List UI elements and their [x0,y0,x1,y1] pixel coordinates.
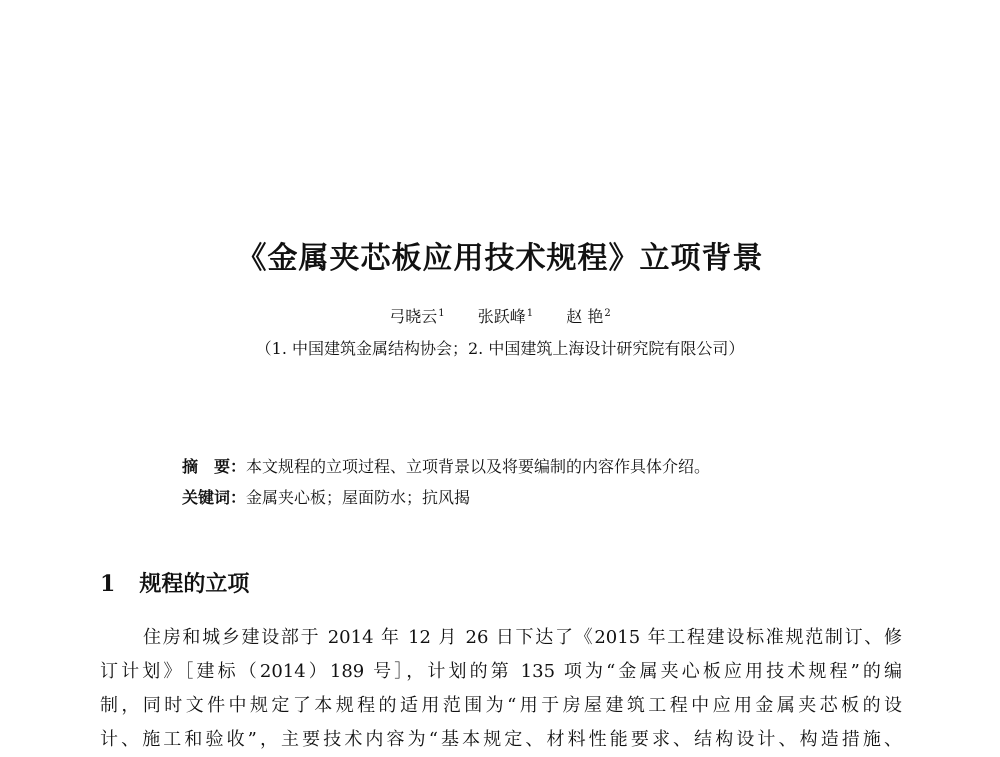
body-text-line: 计、施工和验收”，主要技术内容为“基本规定、材料性能要求、结构设计、构造措施、 [100,729,902,750]
author-1 [389,307,444,326]
section-heading [100,567,249,598]
section-title: 规程的立项 [139,572,250,597]
abstract-label: 摘 要： [182,457,247,476]
author-name: 张跃峰 [477,307,526,326]
abstract-text: 本文规程的立项过程、立项背景以及将要编制的内容作具体介绍。 [246,457,711,476]
author-affiliation-mark: 2 [604,307,611,319]
keywords [182,485,470,508]
author-name: 赵 艳 [566,307,604,326]
author-affiliation-mark: 1 [438,307,445,319]
body-text-line: 订计划》［建标（2014）189 号］，计划的第 135 项为“金属夹心板应用技术规程”的编 [100,661,902,682]
body-text-line: 住房和城乡建设部于 2014 年 12 月 26 日下达了《2015 年工程建设标准规范制订、修 [143,627,902,648]
affiliation-line: （1. 中国建筑金属结构协会；2. 中国建筑上海设计研究院有限公司） [255,339,745,358]
abstract [182,454,710,477]
author-list [0,304,1000,327]
author-2 [478,307,533,326]
paper-title: 《金属夹芯板应用技术规程》立项背景 [236,241,764,276]
author-3 [566,307,610,326]
keywords-label: 关键词： [182,488,247,507]
author-affiliation-mark: 1 [526,307,534,319]
body-text-line: 制，同时文件中规定了本规程的适用范围为“用于房屋建筑工程中应用金属夹芯板的设 [100,695,902,716]
author-name: 弓晓云 [389,307,438,326]
section-number: 1 [100,571,116,597]
keywords-text: 金属夹心板；屋面防水；抗风揭 [246,488,471,507]
